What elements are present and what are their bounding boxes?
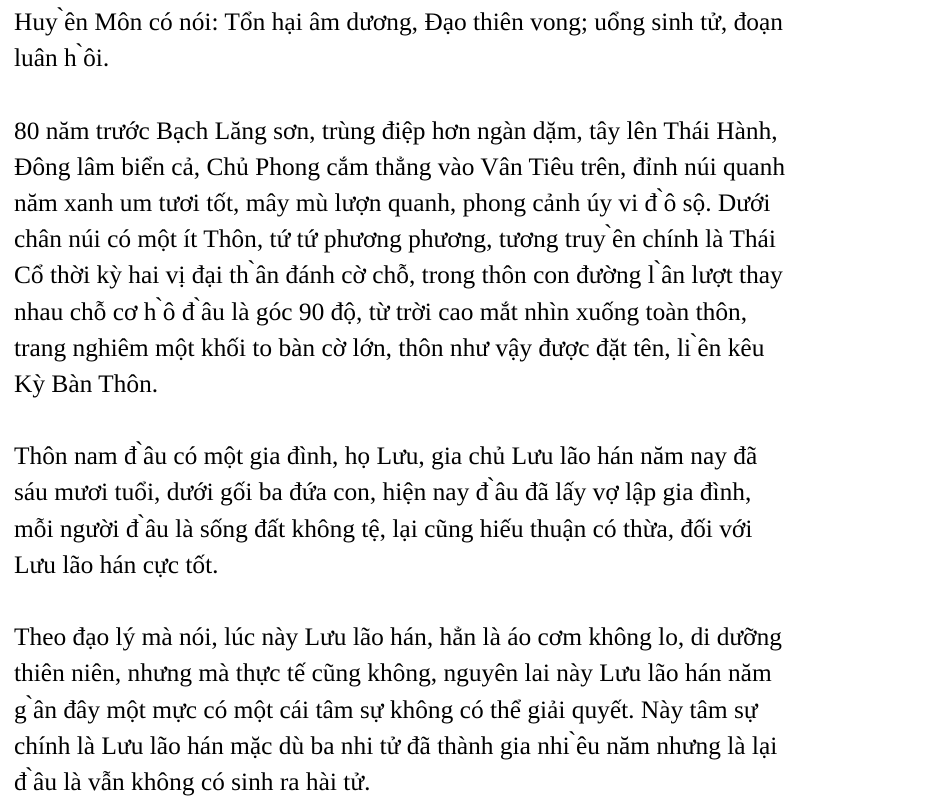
text-line: trang nghiêm một khối to bàn cờ lớn, thôn như vậy được đặt tên, li ̀ên kêu [14, 333, 765, 362]
text-line: mỗi người đ ̀âu là sống đất không tệ, lại cũng hiếu thuận có thừa, đối với [14, 514, 753, 543]
text-line: sáu mươi tuổi, dưới gối ba đứa con, hiện nay đ ̀âu đã lấy vợ lập gia đình, [14, 478, 752, 507]
text-line: nhau chỗ cơ h ̀ô đ ̀âu là góc 90 độ, từ trời cao mắt nhìn xuống toàn thôn, [14, 297, 748, 326]
text-line: Kỳ Bàn Thôn. [14, 369, 159, 398]
text-line: thiên niên, nhưng mà thực tế cũng không, nguyên lai này Lưu lão hán năm [14, 659, 772, 688]
text-line: luân h ̀ôi. [14, 44, 110, 73]
text-line: đ ̀âu là vẫn không có sinh ra hài tử. [14, 767, 371, 796]
text-line: Cổ thời kỳ hai vị đại th ̀ân đánh cờ chỗ, trong thôn con đường l ̀ân lượt thay [14, 261, 783, 290]
paragraph-2 [14, 113, 936, 403]
text-line: Theo đạo lý mà nói, lúc này Lưu lão hán, hẳn là áo cơm không lo, di dưỡng [14, 623, 782, 652]
paragraph-gap [14, 402, 936, 438]
text-line: g ̀ân đây một mực có một cái tâm sự không có thể giải quyết. Này tâm sự [14, 695, 758, 724]
text-line: 80 năm trước Bạch Lăng sơn, trùng điệp hơn ngàn dặm, tây lên Thái Hành, [14, 116, 778, 145]
paragraph-4 [14, 619, 936, 800]
text-line: Huy ̀ên Môn có nói: Tổn hại âm dương, Đạo thiên vong; uổng sinh tử, đoạn [14, 8, 783, 36]
paragraph-1 [14, 4, 936, 76]
document-page [14, 4, 936, 800]
paragraph-3 [14, 438, 936, 583]
text-line: năm xanh um tươi tốt, mây mù lượn quanh, phong cảnh úy vi đ ̀ô sộ. Dưới [14, 188, 771, 217]
text-line: chân núi có một ít Thôn, tứ tứ phương phương, tương truy ̀ên chính là Thái [14, 225, 776, 254]
text-line: Lưu lão hán cực tốt. [14, 550, 219, 579]
text-line: chính là Lưu lão hán mặc dù ba nhi tử đã thành gia nhi ̀êu năm nhưng là lại [14, 731, 778, 760]
text-line: Đông lâm biển cả, Chủ Phong cắm thẳng vào Vân Tiêu trên, đỉnh núi quanh [14, 152, 786, 181]
paragraph-gap [14, 76, 936, 112]
text-line: Thôn nam đ ̀âu có một gia đình, họ Lưu, gia chủ Lưu lão hán năm nay đã [14, 442, 758, 471]
paragraph-gap [14, 583, 936, 619]
